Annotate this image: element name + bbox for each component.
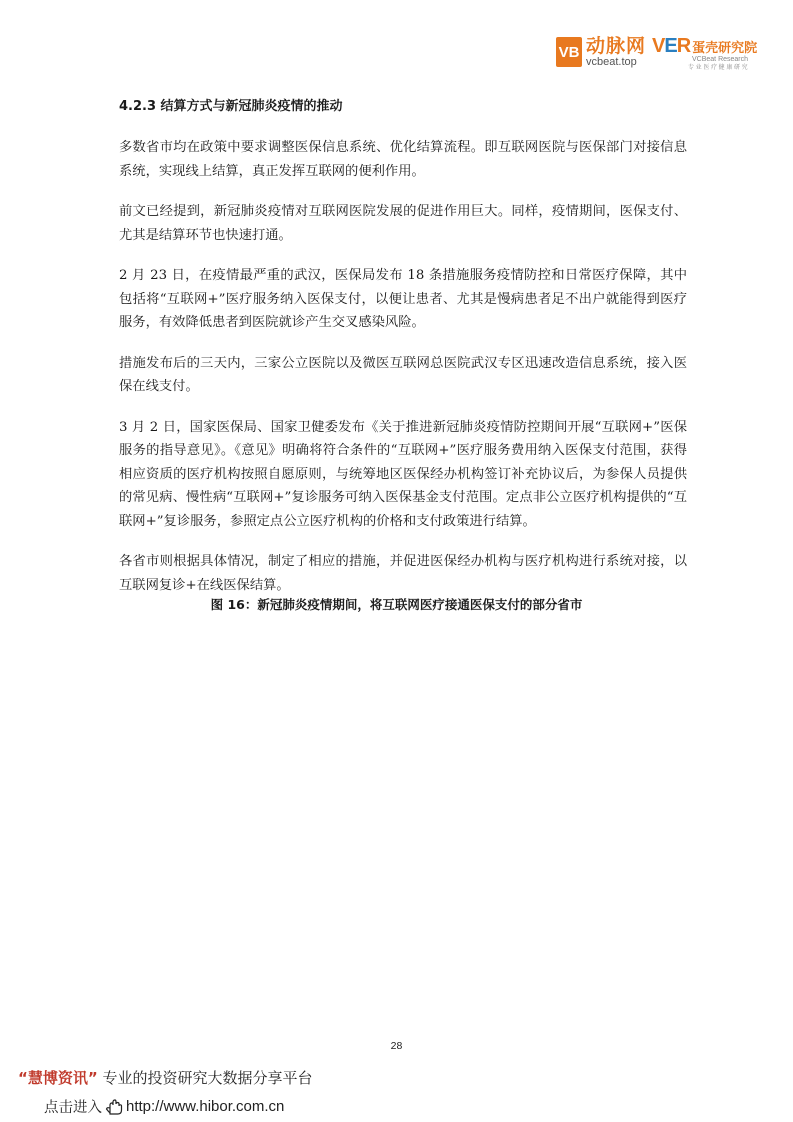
vb-badge-icon: VB (556, 37, 582, 67)
vcbeat-logo (556, 36, 646, 68)
research-name: 蛋壳研究院 (692, 40, 758, 56)
paragraph-4: 措施发布后的三天内，三家公立医院以及微医互联网总医院武汉专区迅速改造信息系统，接入医保在线支付。 (119, 355, 687, 394)
figure-caption: 图 16：新冠肺炎疫情期间，将互联网医疗接通医保支付的部分省市 (210, 597, 583, 612)
logo-url: vcbeat.top (586, 56, 637, 68)
paragraph-6: 各省市则根据具体情况，制定了相应的措施，并促进医保经办机构与医疗机构进行系统对接，以互联网复诊+在线医保结算。 (119, 554, 687, 593)
page-content (119, 96, 687, 597)
footer-link-line[interactable] (44, 1096, 284, 1117)
footer-brand: “慧博资讯” (18, 1069, 98, 1087)
page-number: 28 (390, 1040, 403, 1052)
footer-url-link[interactable]: http://www.hibor.com.cn (126, 1098, 285, 1115)
logo-name: 动脉网 (586, 35, 647, 57)
paragraph-2: 前文已经提到，新冠肺炎疫情对互联网医院发展的促进作用巨大。同样，疫情期间，医保支付、尤其是结算环节也快速打通。 (119, 204, 687, 243)
vcbeat-research-logo (652, 36, 757, 72)
footer-enter-text: 点击进入 (44, 1100, 102, 1116)
paragraph-5: 3 月 2 日，国家医保局、国家卫健委发布《关于推进新冠肺炎疫情防控期间开展“互联网+”医保服务的指导意见》。《意见》明确将符合条件的“互联网+”医疗服务费用纳入医保支付范围，获得相应资质的医疗机构按照自愿原则，与统筹地区医保经办机构签订补充协议后，为参保人员提供的常见病、慢性病“互联网+”复诊服务可纳入医保基金支付范围。定点非公立医疗机构提供的“互联网+”复诊服务，参照定点公立医疗机构的价格和支付政策进行结算。 (119, 419, 687, 529)
ver-mark-icon: VER (652, 35, 691, 57)
footer-tagline: 专业的投资研究大数据分享平台 (102, 1069, 313, 1087)
paragraph-3: 2 月 23 日，在疫情最严重的武汉，医保局发布 18 条措施服务疫情防控和日常医疗保障，其中包括将“互联网+”医疗服务纳入医保支付，以便让患者、尤其是慢病患者足不出户就能得到医疗服务，有效降低患者到医院就诊产生交叉感染风险。 (119, 268, 687, 330)
research-en-name: VCBeat Research (692, 56, 749, 63)
footer-brand-line (18, 1067, 313, 1088)
section-heading: 4.2.3 结算方式与新冠肺炎疫情的推动 (119, 99, 343, 114)
research-subtitle: 专 业 医 疗 健 康 研 究 (688, 65, 748, 71)
paragraph-1: 多数省市均在政策中要求调整医保信息系统、优化结算流程。即互联网医院与医保部门对接信息系统，实现线上结算，真正发挥互联网的便利作用。 (119, 140, 687, 179)
hand-cursor-icon (104, 1098, 124, 1116)
page-header (556, 34, 766, 74)
